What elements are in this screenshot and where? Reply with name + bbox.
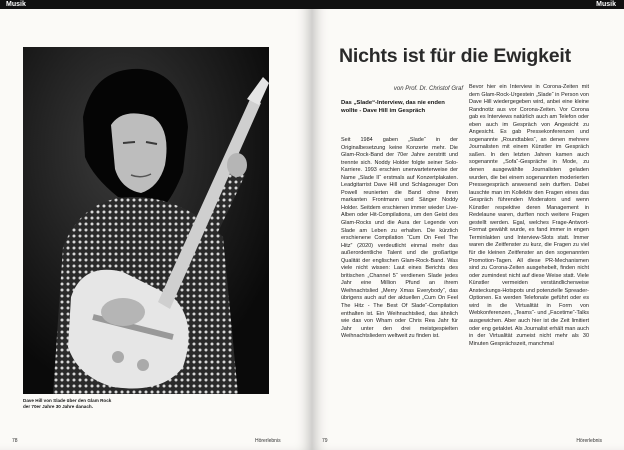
magazine-name: Hörerlebnis [576,438,602,444]
page-number: 78 [12,438,18,444]
photo-caption: Dave Hill von Slade über den Glam Rock der 70er Jahre 30 Jahre danach. [23,398,112,409]
article-column-left: Seit 1984 gaben „Slade“ in der Originalbesetzung keine Konzerte mehr. Die Glam-Rock-Band der 70er Jahre zerstritt und trennte sich. Noddy Holder folgte seiner Solo-Karriere. 1993 erschien unerwarteterweise der Name „Slade II“ erstmals auf Konzertplakaten. Leadgitarrist Dave Hill und Schlagzeuger Don Powell reunierten die Band ohne ihren markanten Frontmann und Sänger Noddy Holder. Seitdem erschienen immer wieder Live-Alben oder Hit-Compilations, um den Geist des Glam-Rocks und die Aura der Legende von Slade am Leben zu erhalten. Die kürzlich erschienene Compilation “Cum On Feel The Hitz” (2020) verdeutlicht einmal mehr das außerordentliche Talent und die großartige Qualität der englischen Glam-Rock-Band. Was viele nicht wissen: Laut eines Berichts des britischen „Channel 5“ verdienen Slade jedes Jahr eine Million Pfund an ihrem Weihnachtslied „Merry Xmas Everybody“, das übrigens auch auf der aktuellen „Cum On Feel The Hitz - The Best Of Slade“-Compilation enthalten ist. Ein Weihnachtslied, das ähnlich wie das von Wham oder Chris Rea Jahr für Jahr unter den drei meistgespielten Weihnachtsliedern weltweit zu finden ist. [341,137,458,340]
section-label: Musik [596,1,616,8]
article-lead: Das „Slade“-Interview, das nie enden wollte - Dave Hill im Gespräch [341,100,445,114]
article-column-right: Bevor hier ein Interview in Corona-Zeiten mit dem Glam-Rock-Urgestein „Slade“ in Person von Dave Hill wiedergegeben wird, anbei eine kleine Randnotiz aus vor Corona-Zeiten. Vor Corona gab es Interviews natürlich auch am Telefon oder eben auch im Gespräch von Angesicht zu Angesicht. Es gab Pressekonferenzen und sogenannte „Roundtables“, an denen mehrere Journalisten mit einem Künstler im Gespräch saßen. In den letzten Jahren kamen auch sogenannte „Sofa“-Gespräche in Mode, zu denen ausgewählte Journalisten geladen wurden, die bei einem sogenannten moderierten Pressegespräch anwesend sein durften. Dabei lauschte man im Kollektiv den Fragen eines das Gespräch führenden Moderators und wenn Künstler respektive deren Management in Redelaune waren, durften noch weitere Fragen gestellt werden. Egal, welches Frage-Antwort-Format gewählt wurde, es fand immer in engen Terminlakten und Interview-Slots statt. Immer waren die Zeitfenster zu kurz, die Fragen zu viel für die kleinen Zeitfenster an den sogenannten Promotion-Tagen. All diese PR-Mechanismen sind zu Corona-Zeiten ausgehebelt, finden nicht oder zumindest nicht auf diese Weise statt. Viele Künstler vermeiden verständlicherweise Ansteckungs-Hotspots und potenzielle Spreader-Optionen. Es werden Telefonate geführt oder es wird in die Virtualität in Form von Webkonferenzen, „Teams“- und „Facetime“-Talks ausgewichen. Aber auch hier ist die Zeit limitiert oder eng getaktet. Als Journalist erhält man auch in der Virtualität zumeist nicht mehr als 30 Minuten Gesprächszeit, manchmal [469,84,589,347]
section-header-bar [312,0,624,9]
right-page [312,0,624,450]
article-headline: Nichts ist für die Ewigkeit [339,45,571,67]
section-header-bar [0,0,312,9]
artist-photo [23,47,269,394]
page-number: 79 [322,438,328,444]
magazine-name: Hörerlebnis [255,438,281,444]
author-byline: von Prof. Dr. Christof Graf [393,86,463,92]
section-label: Musik [6,1,26,8]
